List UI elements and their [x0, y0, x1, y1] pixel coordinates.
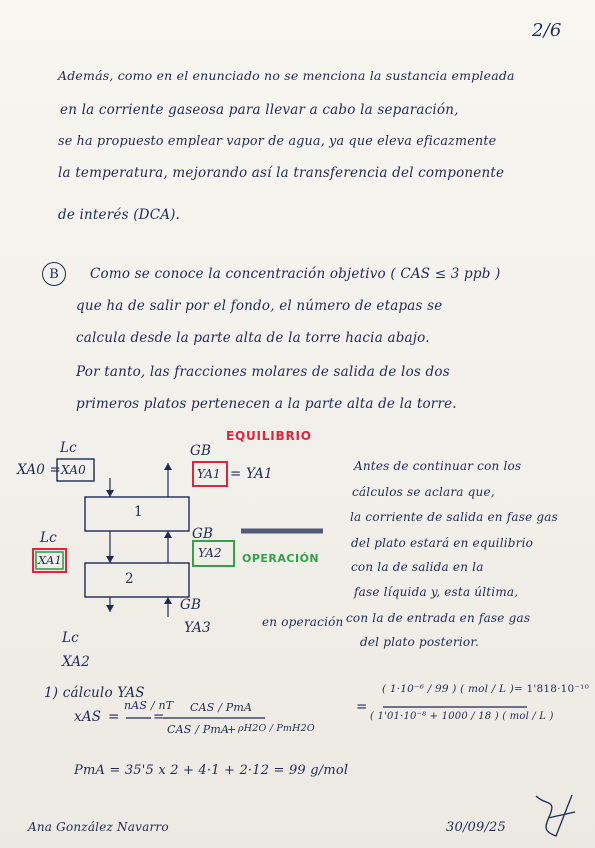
paragraph1-line: de interés (DCA). [58, 207, 181, 223]
plate-2 [85, 563, 189, 597]
side-note-line: del plato estará en equilibrio [351, 536, 534, 550]
signature [536, 795, 575, 836]
paragraph1-line: en la corriente gaseosa para llevar a cabo la separación, [60, 102, 459, 118]
xa0-box-label: XA0 [61, 463, 87, 477]
date: 30/09/25 [446, 820, 506, 835]
lc-top: Lc [60, 440, 77, 456]
gb-mid: GB [192, 526, 214, 542]
section-b-marker: B [42, 262, 66, 286]
gb-bottom: GB [180, 597, 202, 613]
ya2-box-label: YA2 [198, 546, 222, 560]
paragraph1-line: se ha propuesto emplear vapor de agua, ya que eleva eficazmente [58, 133, 497, 148]
ya3-label: YA3 [184, 620, 211, 636]
calc-eq-sign: = [356, 699, 368, 715]
side-note-line: con la de salida en la [351, 560, 484, 574]
ya1-box-label: YA1 [197, 467, 221, 481]
section-b-line: Por tanto, las fracciones molares de salida de los dos [76, 364, 450, 380]
plate-2-label: 2 [125, 571, 134, 587]
paragraph1-line: la temperatura, mejorando así la transferencia del componente [58, 165, 505, 181]
operation-note: en operación [262, 615, 344, 629]
xa1-box-label: XA1 [38, 553, 62, 567]
calc-eq-sign: = [108, 709, 120, 725]
calc-eq2-den-a: CAS / PmA [167, 723, 230, 736]
gb-top: GB [190, 443, 212, 459]
calc-eq2-den-b: ρH2O / PmH2O [238, 723, 315, 734]
lc-bottom: Lc [62, 630, 79, 646]
calc-result-den: ( 1'01·10⁻⁸ + 1000 / 18 ) ( mol / L ) [370, 711, 554, 722]
ya1-equals: = YA1 [230, 466, 273, 482]
calc-eq1: nAS / nT [124, 699, 174, 712]
pma-line: PmA = 35'5 x 2 + 4·1 + 2·12 = 99 g/mol [74, 763, 349, 778]
calc-result-num: ( 1·10⁻⁶ / 99 ) ( mol / L ) [382, 683, 514, 695]
calc-step: 1) cálculo YAS [44, 685, 145, 701]
xa0-eq: XA0 = [17, 462, 62, 478]
section-b-line: Como se conoce la concentración objetivo ( CAS ≤ 3 ppb ) [90, 266, 501, 282]
section-b-line: calcula desde la parte alta de la torre hacia abajo. [76, 330, 430, 346]
paragraph1-line: Además, como en el enunciado no se menciona la sustancia empleada [58, 68, 515, 83]
side-note-line: con la de entrada en fase gas [346, 611, 531, 625]
side-note-line: del plato posterior. [360, 635, 479, 649]
xa2-label: XA2 [62, 654, 91, 670]
side-note-line: fase líquida y, esta última, [354, 585, 519, 599]
side-note-line: cálculos se aclara que, [352, 485, 495, 499]
calc-plus: + [227, 723, 237, 736]
author: Ana González Navarro [28, 820, 169, 834]
plate-1-label: 1 [134, 504, 143, 520]
section-b-line: primeros platos pertenecen a la parte alta de la torre. [76, 396, 457, 412]
page-number: 2/6 [532, 20, 562, 41]
equilibrium-label: EQUILIBRIO [226, 429, 312, 443]
side-note-line: la corriente de salida en fase gas [350, 510, 558, 524]
lc-left: Lc [40, 530, 57, 546]
side-note-line: Antes de continuar con los [354, 459, 522, 473]
calc-eq-sign: = [153, 709, 165, 725]
section-b-line: que ha de salir por el fondo, el número de etapas se [76, 298, 443, 314]
calc-result: = 1'818·10⁻¹⁰ [514, 683, 590, 695]
operation-label: OPERACIÓN [242, 552, 320, 565]
calc-eq2-num: CAS / PmA [190, 701, 253, 714]
calc-lhs: xAS [74, 709, 102, 725]
